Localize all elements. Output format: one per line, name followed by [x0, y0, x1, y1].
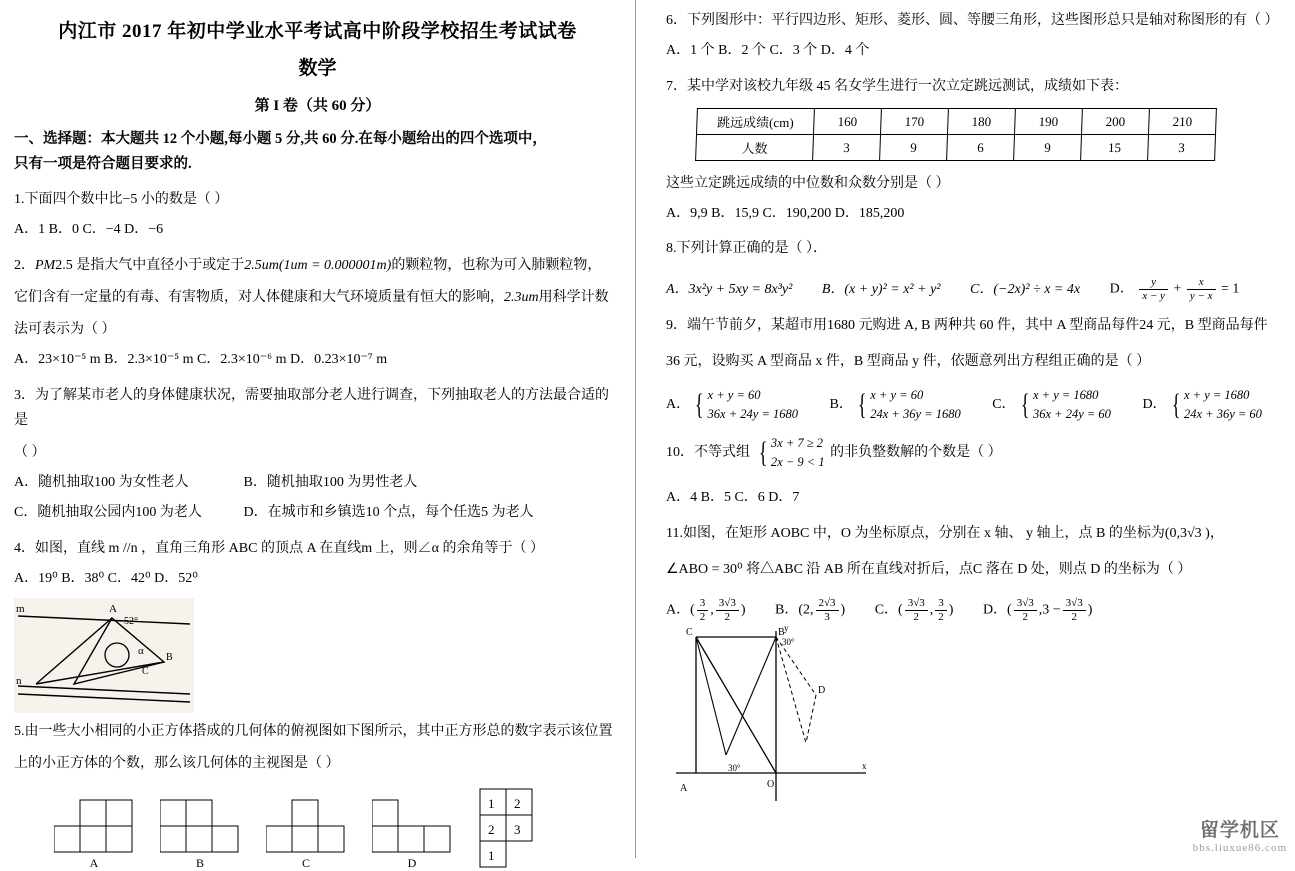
question-5-option-d-figure — [372, 798, 452, 871]
question-9-stem-line1: 9．端午节前夕，某超市用1680 元购进 A, B 两种共 60 件，其中 A 型商品每件24 元，B 型商品每件 — [666, 317, 1268, 333]
svg-text:α: α — [138, 644, 144, 657]
question-9-option-c: C． { x + y = 1680 36x + 24y = 60 — [992, 388, 1111, 422]
inequality-system: { 3x + 7 ≥ 2 2x − 9 < 1 — [758, 435, 825, 469]
svg-text:x: x — [862, 761, 867, 772]
table-cell: 190 — [1015, 108, 1083, 134]
watermark-main: 留学机区 — [1199, 820, 1280, 841]
question-5-label-c: C — [301, 855, 310, 870]
question-3-option-d: D．在城市和乡镇选10 个点，每个任选5 为老人 — [243, 505, 534, 521]
question-2-text-d: 它们含有一定量的有毒、有害物质，对人体健康和大气环境质量有恒大的影响， — [14, 289, 504, 305]
question-3-stem-line2: （ ） — [14, 445, 46, 461]
svg-text:D: D — [818, 685, 826, 697]
question-8-option-a: A．3x²y + 5xy = 8x³y² — [666, 281, 793, 297]
svg-text:B: B — [778, 627, 785, 639]
svg-text:y: y — [784, 625, 789, 634]
question-2-options: A．23×10⁻⁵ m B．2.3×10⁻⁵ m C．2.3×10⁻⁶ m D．0.23×10⁻⁷ m — [14, 351, 388, 367]
question-9-option-a: A． { x + y = 60 36x + 24y = 1680 — [666, 388, 798, 422]
question-8-stem: 8.下列计算正确的是（ ）． — [666, 241, 827, 257]
question-8-option-d-suffix: = 1 — [1221, 281, 1240, 297]
question-11-option-d: D．( $\frac{3√3}{2}$ ,3 − $\frac{3√3}{2}$ ) — [982, 597, 1093, 623]
question-2-stem-line2 — [14, 285, 621, 311]
question-5-label-d: D — [407, 855, 417, 870]
column-gap — [636, 0, 652, 858]
table-header-count: 人数 — [696, 134, 814, 160]
question-10-suffix: 的非负整数解的个数是（ ） — [830, 444, 1002, 460]
question-9-options — [666, 386, 1281, 424]
question-11-option-a: A．( $\frac{3}{2}$ , $\frac{3√3}{2}$ ) — [666, 597, 746, 623]
question-2-stem: 2．PM2.5 是指大气中直径小于或定于2.5um(1um = 0.000001m)的颗粒物，也称为可入肺颗粒物， — [14, 258, 602, 274]
question-3-option-b: B．随机抽取100 为男性老人 — [243, 475, 418, 491]
question-11-stem-line2: ∠ABO = 30⁰ 将△ABC 沿 AB 所在直线对折后，点C 落在 D 处，则点 D 的坐标为（ ） — [666, 562, 1192, 578]
table-cell: 6 — [947, 134, 1015, 160]
svg-text:30°: 30° — [782, 637, 795, 648]
svg-text:1: 1 — [488, 847, 495, 863]
question-11-option-c: C．( $\frac{3√3}{2}$ , $\frac{3}{2}$ ) — [874, 597, 954, 623]
question-7-after: 这些立定跳远成绩的中位数和众数分别是（ ） — [666, 175, 950, 191]
question-11-option-b: B．(2, $\frac{2√3}{3}$ ) — [775, 597, 846, 623]
question-5-option-a-figure — [54, 798, 134, 871]
question-5-option-b-figure — [160, 798, 240, 871]
table-cell: 210 — [1149, 108, 1217, 134]
table-cell: 180 — [948, 108, 1016, 134]
question-8-option-d-prefix: D． — [1109, 281, 1134, 297]
page-title: 内江市 2017 年初中学业水平考试高中阶段学校招生考试试卷 — [58, 21, 577, 42]
question-3-stem: 3．为了解某市老人的身体健康状况，需要抽取部分老人进行调查，下列抽取老人的方法最合适的是 — [14, 387, 609, 429]
question-8-option-b: B．(x + y)² = x² + y² — [821, 281, 941, 297]
question-3-options-cd — [14, 500, 621, 526]
svg-text:m: m — [16, 602, 25, 615]
watermark-sub: bbs.liuxue86.com — [1192, 842, 1287, 854]
table-cell: 15 — [1081, 134, 1149, 160]
question-1-stem: 1.下面四个数中比−5 小的数是（ ） — [14, 192, 229, 208]
question-5-top-view-grid — [478, 787, 542, 871]
svg-text:30°: 30° — [728, 763, 741, 774]
question-7-options: A．9,9 B．15,9 C．190,200 D．185,200 — [666, 205, 905, 221]
watermark — [1193, 815, 1287, 854]
svg-text:52°: 52° — [124, 615, 138, 627]
question-1-options: A．1 B．0 C．−4 D．−6 — [14, 222, 164, 238]
question-8-option-d — [1110, 276, 1240, 302]
jump-distance-table — [695, 108, 1217, 161]
question-2-paren: 2.5um(1um = 0.000001m) — [244, 258, 392, 274]
question-5-figures — [54, 787, 621, 871]
question-6-stem: 6．下列图形中：平行四边形、矩形、菱形、圆、等腰三角形，这些图形总只是轴对称图形的有（ ） — [666, 13, 1279, 28]
table-cell: 200 — [1082, 108, 1150, 134]
question-7-stem: 7．某中学对该校九年级 45 名女学生进行一次立定跳远测试，成绩如下表： — [666, 78, 1128, 94]
fraction-2: $\frac{x}{y - x}$ — [1187, 276, 1216, 302]
table-cell: 3 — [1148, 134, 1216, 160]
table-cell: 9 — [880, 134, 948, 160]
svg-text:C: C — [142, 665, 149, 677]
question-2-value: 2.3um — [504, 289, 539, 305]
question-5-label-b: B — [195, 855, 204, 870]
table-cell: 9 — [1014, 134, 1082, 160]
question-10-stem — [666, 434, 1281, 472]
part-title: 第 I 卷（共 60 分） — [254, 97, 381, 114]
question-4-options: A．19⁰ B．38⁰ C．42⁰ D．52⁰ — [14, 570, 198, 586]
left-column — [0, 0, 636, 870]
table-cell: 3 — [813, 134, 881, 160]
svg-text:B: B — [166, 651, 173, 663]
question-3-option-a: A．随机抽取100 为女性老人 — [14, 475, 189, 491]
svg-text:n: n — [16, 674, 22, 687]
svg-text:C: C — [686, 627, 693, 639]
svg-text:1: 1 — [488, 795, 495, 811]
question-8-options — [666, 276, 1281, 302]
table-header-distance: 跳远成绩(cm) — [697, 108, 815, 134]
question-6-options: A．1 个 B．2 个 C．3 个 D．4 个 — [666, 42, 870, 58]
question-8-option-c: C．(−2x)² ÷ x = 4x — [970, 281, 1081, 297]
table-row — [696, 134, 1216, 160]
question-5-stem: 5.由一些大小相同的小正方体搭成的几何体的俯视图如下图所示，其中正方形总的数字表示该位置 — [14, 723, 613, 739]
svg-text:3: 3 — [514, 821, 521, 837]
question-5-option-c-figure — [266, 798, 346, 871]
plus-sign: + — [1173, 281, 1182, 297]
question-2-number: 2． — [14, 258, 35, 274]
svg-text:2: 2 — [514, 795, 521, 811]
question-11-figure — [666, 625, 1281, 805]
question-4-stem: 4．如图，直线 m //n ，直角三角形 ABC 的顶点 A 在直线m 上，则∠α 的余角等于（ ） — [14, 541, 545, 557]
subject-title: 数学 — [298, 57, 337, 79]
right-column — [652, 0, 1295, 858]
question-10-options: A．4 B．5 C．6 D．7 — [666, 490, 800, 506]
question-4-figure — [14, 598, 621, 713]
table-cell: 170 — [881, 108, 949, 134]
fraction-1: $\frac{y}{x - y}$ — [1139, 276, 1168, 302]
question-9-stem-line2: 36 元，设购买 A 型商品 x 件，B 型商品 y 件，依题意列出方程组正确的是（ ） — [666, 353, 1151, 369]
question-5-label-a: A — [89, 855, 99, 870]
question-11-stem-line1: 11.如图，在矩形 AOBC 中，O 为坐标原点，分别在 x 轴、 y 轴上，点 B 的坐标为(0,3√3 )， — [666, 526, 1224, 542]
table-cell: 160 — [814, 108, 882, 134]
question-3-options-ab — [14, 470, 621, 496]
question-11-options — [666, 597, 1281, 623]
question-2-stem-line3: 法可表示为（ ） — [14, 321, 116, 337]
section-instruction-line2: 只有一项是符合题目要求的. — [14, 155, 192, 172]
question-9-option-b: B． { x + y = 60 24x + 36y = 1680 — [829, 388, 961, 422]
question-10-prefix: 10．不等式组 — [666, 444, 750, 460]
svg-text:A: A — [680, 783, 688, 795]
question-5-stem-line2: 上的小正方体的个数，那么该几何体的主视图是（ ） — [14, 755, 340, 771]
question-2-text-e: 用科学计数 — [538, 289, 609, 305]
table-row — [697, 108, 1217, 134]
question-3-option-c: C．随机抽取公园内100 为老人 — [14, 505, 202, 521]
question-2-text-c: 的颗粒物，也称为可入肺颗粒物， — [391, 258, 602, 274]
section-instruction-line1: 一、选择题：本大题共 12 个小题,每小题 5 分,共 60 分.在每小题给出的四个选项中， — [14, 130, 547, 147]
svg-text:A: A — [109, 602, 117, 615]
svg-text:2: 2 — [488, 821, 495, 837]
svg-text:O: O — [767, 779, 775, 791]
question-9-option-d: D． { x + y = 1680 24x + 36y = 60 — [1142, 388, 1262, 422]
